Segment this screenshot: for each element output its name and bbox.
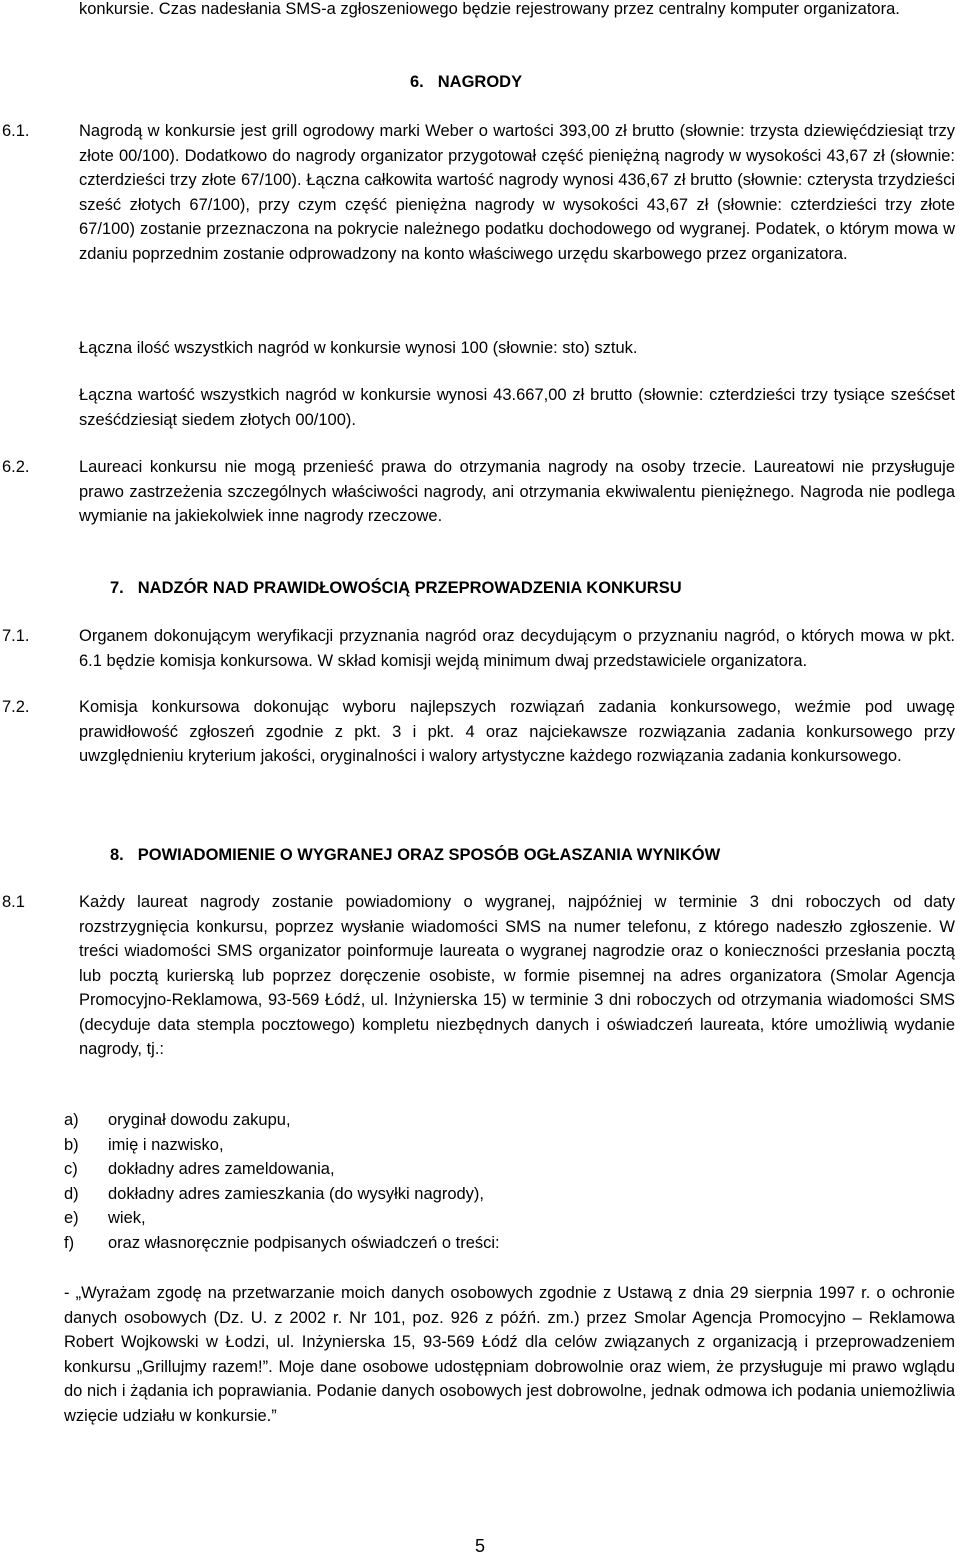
paragraph-6-1: Nagrodą w konkursie jest grill ogrodowy marki Weber o wartości 393,00 zł brutto (słownie: trzysta dziewięćdziesiąt trzy złote 00/100). Dodatkowo do nagrody organizator przygotował część pieniężną nagrody w wysokości 43,67 zł (słownie: czterdzieści trzy złote 67/100). Łączna całkowita wartość nagrody wynosi 436,67 zł brutto (słownie: czterysta trzydzieści sześć złotych 67/100), przy czym część pieniężna nagrody w wysokości 43,67 zł (słownie: czterdzieści trzy złote 67/100) zostanie przeznaczona na pokrycie należnego podatku dochodowego od wygranej. Podatek, o którym mowa w zdaniu poprzednim zostanie odprowadzony na konto właściwego urzędu skarbowego przez organizatora. — [79, 122, 955, 263]
list-item — [64, 1206, 500, 1231]
paragraph-number-6-2: 6.2. — [2, 458, 30, 476]
paragraph-number-8-1: 8.1 — [2, 893, 25, 911]
list-item-text: wiek, — [108, 1209, 146, 1227]
prize-count-paragraph: Łączna ilość wszystkich nagród w konkursie wynosi 100 (słownie: sto) sztuk. — [79, 339, 638, 357]
paragraph-number-6-1: 6.1. — [2, 122, 30, 140]
list-item-text: oryginał dowodu zakupu, — [108, 1111, 291, 1129]
intro-paragraph: konkursie. Czas nadesłania SMS-a zgłoszeniowego będzie rejestrowany przez centralny komputer organizatora. — [79, 0, 900, 18]
list-item-letter: e) — [64, 1209, 79, 1227]
list-item-text: oraz własnoręcznie podpisanych oświadczeń o treści: — [108, 1233, 500, 1252]
paragraph-7-2: Komisja konkursowa dokonując wyboru najlepszych rozwiązań zadania konkursowego, weźmie pod uwagę prawidłowość zgłoszeń zgodnie z pkt. 3 i pkt. 4 oraz najciekawsze rozwiązania zadania konkursowego przy uwzględnieniu kryterium jakości, oryginalności i walory artystyczne każdego rozwiązania zadania konkursowego. — [79, 698, 955, 765]
section-6-heading — [410, 70, 522, 95]
section-7-heading — [110, 576, 682, 601]
section-8-title: POWIADOMIENIE O WYGRANEJ ORAZ SPOSÓB OGŁASZANIA WYNIKÓW — [137, 846, 721, 864]
list-item — [64, 1108, 500, 1133]
list-item — [64, 1182, 500, 1207]
consent-statement: - „Wyrażam zgodę na przetwarzanie moich danych osobowych zgodnie z Ustawą z dnia 29 sierpnia 1997 r. o ochronie danych osobowych (Dz. U. z 2002 r. Nr 101, poz. 926 z późń. zm.) przez Smolar Agencja Promocyjno – Reklamowa Robert Wojkowski w Łodzi, ul. Inżynierska 15, 93-569 Łódź dla celów związanych z organizacją i przeprowadzeniem konkursu „Grillujmy razem!”. Moje dane osobowe udostępniam dobrowolnie oraz wiem, że przysługuje mi prawo wglądu do nich i żądania ich poprawiania. Podanie danych osobowych jest dobrowolne, jednak odmowa ich podania uniemożliwia wzięcie udziału w konkursie.” — [64, 1284, 955, 1425]
section-8-number: 8. — [110, 846, 124, 864]
section-7-title: NADZÓR NAD PRAWIDŁOWOŚCIĄ PRZEPROWADZENIA KONKURSU — [137, 579, 682, 597]
section-7-number: 7. — [110, 579, 124, 597]
paragraph-7-1: Organem dokonującym weryfikacji przyznania nagród oraz decydującym o przyznaniu nagród, o których mowa w pkt. 6.1 będzie komisja konkursowa. W skład komisji wejdą minimum dwaj przedstawiciele organizatora. — [79, 627, 955, 670]
list-item-text: dokładny adres zameldowania, — [108, 1160, 335, 1178]
paragraph-number-7-1: 7.1. — [2, 627, 30, 645]
section-6-title: NAGRODY — [437, 73, 523, 91]
paragraph-number-7-2: 7.2. — [2, 698, 30, 716]
list-item — [64, 1231, 500, 1256]
list-item — [64, 1133, 500, 1158]
list-item-text: imię i nazwisko, — [108, 1135, 224, 1154]
section-6-number: 6. — [410, 73, 424, 91]
list-item-text: dokładny adres zamieszkania (do wysyłki nagrody), — [108, 1184, 485, 1203]
list-item-letter: c) — [64, 1160, 78, 1178]
list-item — [64, 1157, 500, 1182]
list-item-letter: b) — [64, 1135, 79, 1154]
list-item-letter: d) — [64, 1184, 79, 1203]
list-item-letter: f) — [64, 1233, 75, 1252]
section-8-heading — [110, 843, 720, 868]
prize-total-paragraph: Łączna wartość wszystkich nagród w konkursie wynosi 43.667,00 zł brutto (słownie: czterdzieści trzy tysiące sześćset sześćdziesiąt siedem złotych 00/100). — [79, 386, 955, 429]
paragraph-8-1: Każdy laureat nagrody zostanie powiadomiony o wygranej, najpóźniej w terminie 3 dni roboczych od daty rozstrzygnięcia konkursu, poprzez wysłanie wiadomości SMS na numer telefonu, z którego nadeszło zgłoszenie. W treści wiadomości SMS organizator poinformuje laureata o wygranej nagrodzie oraz o konieczności przesłania pocztą lub pocztą kurierską lub poprzez doręczenie osobiste, w formie pisemnej na adres organizatora (Smolar Agencja Promocyjno-Reklamowa, 93-569 Łódź, ul. Inżynierska 15) w terminie 3 dni roboczych od otrzymania wiadomości SMS (decyduje data stempla pocztowego) kompletu niezbędnych danych i oświadczeń laureata, które umożliwią wydanie nagrody, tj.: — [79, 893, 955, 1058]
required-documents-list — [64, 1108, 500, 1255]
list-item-letter: a) — [64, 1111, 79, 1129]
paragraph-6-2: Laureaci konkursu nie mogą przenieść prawa do otrzymania nagrody na osoby trzecie. Laureatowi nie przysługuje prawo zastrzeżenia szczególnych właściwości nagrody, ani otrzymania ekwiwalentu pieniężnego. Nagroda nie podlega wymianie na jakiekolwiek inne nagrody rzeczowe. — [79, 458, 955, 525]
page-number: 5 — [474, 1536, 485, 1556]
